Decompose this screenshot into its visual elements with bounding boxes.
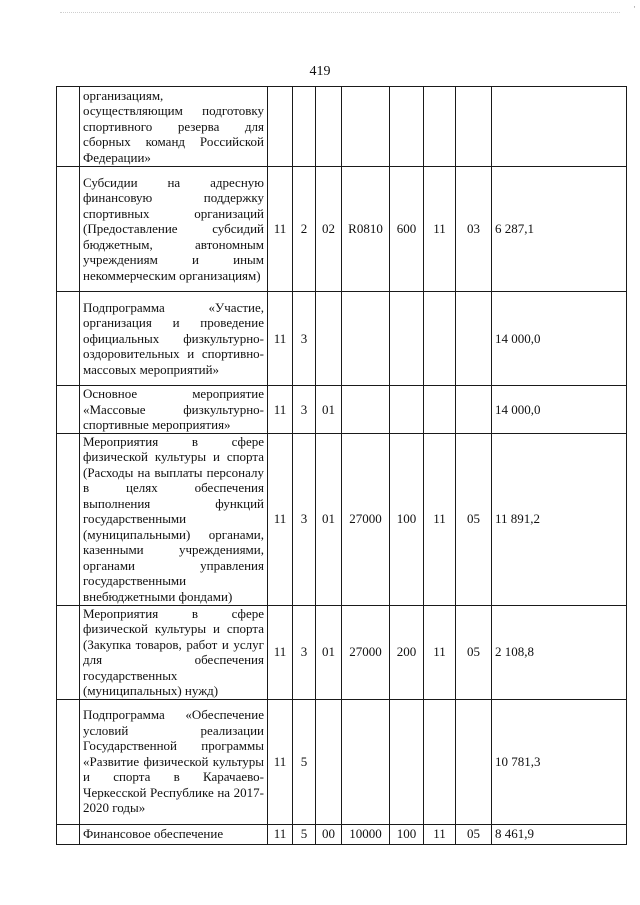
table-row [57, 87, 627, 167]
code-cell: 03 [456, 167, 492, 292]
code-cell: 11 [268, 699, 293, 824]
code-cell [456, 699, 492, 824]
code-cell: 600 [390, 167, 424, 292]
code-cell: 02 [316, 167, 342, 292]
table-row [57, 386, 627, 434]
code-cell [424, 87, 456, 167]
code-cell: 05 [456, 824, 492, 844]
code-cell: 2 [293, 167, 316, 292]
code-cell: 3 [293, 292, 316, 386]
code-cell: 100 [390, 824, 424, 844]
row-number-cell [57, 699, 80, 824]
code-cell: 11 [268, 605, 293, 699]
item-name-cell: Подпрограмма «Обеспечение условий реализации Государственной программы «Развитие физической культуры и спорта в Карачаево-Черкесской Республике на 2017-2020 годы» [80, 699, 268, 824]
code-cell [390, 87, 424, 167]
code-cell [316, 87, 342, 167]
amount-cell: 6 287,1 [492, 167, 627, 292]
amount-cell: 14 000,0 [492, 386, 627, 434]
amount-cell: 2 108,8 [492, 605, 627, 699]
code-cell [390, 699, 424, 824]
scan-artifact-line [60, 12, 620, 14]
code-cell: 01 [316, 386, 342, 434]
code-cell: 11 [268, 386, 293, 434]
code-cell: 11 [268, 433, 293, 605]
code-cell: 01 [316, 433, 342, 605]
table-row [57, 167, 627, 292]
budget-table [56, 86, 627, 845]
code-cell [456, 292, 492, 386]
row-number-cell [57, 167, 80, 292]
code-cell: 05 [456, 433, 492, 605]
code-cell: 3 [293, 605, 316, 699]
code-cell [342, 292, 390, 386]
amount-cell [492, 87, 627, 167]
code-cell [424, 699, 456, 824]
row-number-cell [57, 386, 80, 434]
code-cell: 11 [424, 433, 456, 605]
amount-cell: 8 461,9 [492, 824, 627, 844]
budget-table-body [57, 87, 627, 845]
code-cell: 5 [293, 824, 316, 844]
code-cell: 10000 [342, 824, 390, 844]
code-cell: 11 [268, 824, 293, 844]
code-cell: 11 [424, 167, 456, 292]
item-name-cell: Субсидии на адресную финансовую поддержку спортивных организаций (Предоставление субсидий бюджетным, автономным учреждениям и иным некоммерческим организациям) [80, 167, 268, 292]
table-row [57, 292, 627, 386]
table-row [57, 433, 627, 605]
row-number-cell [57, 87, 80, 167]
code-cell [268, 87, 293, 167]
code-cell: 01 [316, 605, 342, 699]
code-cell: 3 [293, 433, 316, 605]
code-cell: 3 [293, 386, 316, 434]
code-cell: 100 [390, 433, 424, 605]
code-cell: 00 [316, 824, 342, 844]
code-cell [390, 292, 424, 386]
code-cell: 27000 [342, 433, 390, 605]
item-name-cell: Основное мероприятие «Массовые физкультурно-спортивные мероприятия» [80, 386, 268, 434]
code-cell [342, 699, 390, 824]
code-cell [293, 87, 316, 167]
corner-mark: · [633, 2, 636, 12]
code-cell [390, 386, 424, 434]
row-number-cell [57, 605, 80, 699]
table-row [57, 824, 627, 844]
code-cell: 11 [424, 605, 456, 699]
amount-cell: 14 000,0 [492, 292, 627, 386]
item-name-cell: Мероприятия в сфере физической культуры и спорта (Закупка товаров, работ и услуг для обеспечения государственных (муниципальных) нужд) [80, 605, 268, 699]
code-cell [456, 386, 492, 434]
code-cell: 11 [424, 824, 456, 844]
code-cell: 11 [268, 167, 293, 292]
page-number: 419 [309, 64, 331, 79]
table-row [57, 605, 627, 699]
item-name-cell: Мероприятия в сфере физической культуры и спорта (Расходы на выплаты персоналу в целях обеспечения выполнения функций государственными (муниципальными) органами, казенными учреждениями, органами управления государственными внебюджетными фондами) [80, 433, 268, 605]
code-cell [456, 87, 492, 167]
item-name-cell: Подпрограмма «Участие, организация и проведение официальных физкультурно-оздоровительных и спортивно-массовых мероприятий» [80, 292, 268, 386]
item-name-cell: Финансовое обеспечение [80, 824, 268, 844]
amount-cell: 11 891,2 [492, 433, 627, 605]
code-cell [424, 386, 456, 434]
code-cell [342, 386, 390, 434]
row-number-cell [57, 292, 80, 386]
code-cell [316, 699, 342, 824]
code-cell [316, 292, 342, 386]
code-cell: 5 [293, 699, 316, 824]
code-cell: R0810 [342, 167, 390, 292]
row-number-cell [57, 433, 80, 605]
code-cell: 27000 [342, 605, 390, 699]
row-number-cell [57, 824, 80, 844]
table-row [57, 699, 627, 824]
code-cell: 05 [456, 605, 492, 699]
amount-cell: 10 781,3 [492, 699, 627, 824]
code-cell: 11 [268, 292, 293, 386]
code-cell: 200 [390, 605, 424, 699]
code-cell [342, 87, 390, 167]
code-cell [424, 292, 456, 386]
item-name-cell: организациям, осуществляющим подготовку спортивного резерва для сборных команд Российской Федерации» [80, 87, 268, 167]
